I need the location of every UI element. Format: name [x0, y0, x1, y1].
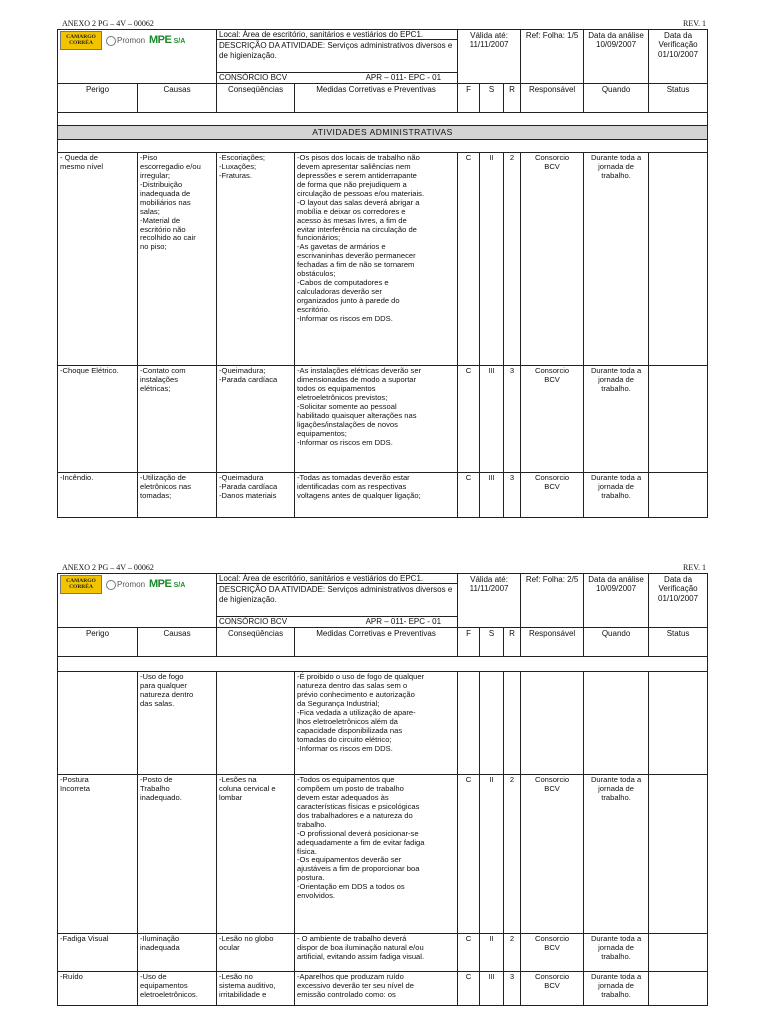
cell-s: II	[480, 774, 504, 933]
cell-responsavel: Consorcio BCV	[521, 152, 584, 365]
cell-r: 3	[504, 365, 521, 472]
cell-causas: -Uso de equipamentos eletroeletrônicos.	[138, 971, 217, 1005]
col-medidas: Medidas Corretivas e Preventivas	[295, 83, 458, 112]
cell-status	[649, 671, 708, 774]
cell-s: II	[480, 152, 504, 365]
cell-r: 2	[504, 152, 521, 365]
cell-f: C	[458, 933, 480, 971]
spacer-row	[58, 656, 708, 671]
camargo-correa-logo: CAMARGO CORRÊA	[60, 31, 102, 50]
col-s: S	[480, 627, 504, 656]
promon-mark-icon	[106, 580, 116, 590]
cell-status	[649, 774, 708, 933]
analysis-date-field: Data da análise 10/09/2007	[584, 30, 649, 84]
cell-medidas: -Aparelhos que produzam ruído excessivo deverão ter seu nível de emissão controlado como: os	[295, 971, 458, 1005]
analysis-date-field: Data da análise 10/09/2007	[584, 574, 649, 628]
cell-causas: -Contato com instalações elétricas;	[138, 365, 217, 472]
cell-status	[649, 365, 708, 472]
col-responsavel: Responsável	[521, 83, 584, 112]
cell-perigo: -Choque Elétrico.	[58, 365, 138, 472]
cell-consequencias: -Lesões na coluna cervical e lombar	[217, 774, 295, 933]
cell-perigo: -Fadiga Visual	[58, 933, 138, 971]
cell-status	[649, 933, 708, 971]
cell-consequencias: -Lesão no sistema auditivo, irritabilidade e	[217, 971, 295, 1005]
cell-consequencias	[217, 671, 295, 774]
mpe-logo: MPE S/A	[149, 578, 186, 591]
column-header-row	[58, 627, 708, 656]
verification-date-field: Data da Verificação 01/10/2007	[649, 574, 708, 628]
cell-causas: -Utilização de eletrônicos nas tomadas;	[138, 472, 217, 517]
cell-r: 2	[504, 933, 521, 971]
valid-until-field: Válida até: 11/11/2007	[458, 30, 521, 84]
cell-medidas: -Os pisos dos locais de trabalho não devem apresentar saliências nem depressões e serem antiderrapante de forma que não prejudiquem a circulação de pessoas e/ou materiais. -O layout das salas deverá abrigar a mobília e deixar os corredores e acesso às mesas livres, a fim de evitar interferência na circulação de funcionários; -As gavetas de armários e escrivaninhas deverão permanecer fechadas a fim de não se tornarem obstáculos; -Cabos de computadores e calculadoras deverão ser organizados junto à parede do escritório. -Informar os riscos em DDS.	[295, 152, 458, 365]
camargo-correa-logo: CAMARGO CORRÊA	[60, 575, 102, 594]
col-r: R	[504, 627, 521, 656]
mpe-logo: MPE S/A	[149, 34, 186, 47]
table-row	[58, 365, 708, 472]
col-causas: Causas	[138, 83, 217, 112]
cell-perigo	[58, 671, 138, 774]
cell-f: C	[458, 152, 480, 365]
cell-responsavel	[521, 671, 584, 774]
cell-r: 2	[504, 774, 521, 933]
col-quando: Quando	[584, 627, 649, 656]
promon-logo: Promon	[106, 580, 145, 590]
table-row	[58, 933, 708, 971]
annex-code: ANEXO 2 PG – 4V – 00062	[62, 563, 154, 572]
logo-cell	[58, 574, 217, 628]
cell-causas: -Piso escorregadio e/ou irregular; -Distribuição inadequada de mobiliários nas salas; -Material de escritório não recolhido ao cair no piso;	[138, 152, 217, 365]
cell-perigo: - Queda de mesmo nível	[58, 152, 138, 365]
cell-r	[504, 671, 521, 774]
activity-description-field: DESCRIÇÃO DA ATIVIDADE: Serviços administrativos diversos e de higienização.	[217, 584, 458, 617]
col-consequencias: Conseqüências	[217, 627, 295, 656]
cell-f: C	[458, 774, 480, 933]
cell-s: III	[480, 472, 504, 517]
verification-date-field: Data da Verificação 01/10/2007	[649, 30, 708, 84]
table-row	[58, 971, 708, 1005]
col-f: F	[458, 83, 480, 112]
col-status: Status	[649, 627, 708, 656]
table-row	[58, 152, 708, 365]
revision-label: REV. 1	[683, 19, 706, 28]
revision-label: REV. 1	[683, 563, 706, 572]
valid-until-field: Válida até: 11/11/2007	[458, 574, 521, 628]
cell-quando	[584, 671, 649, 774]
cell-responsavel: Consorcio BCV	[521, 774, 584, 933]
section-row	[58, 125, 708, 139]
cell-s: III	[480, 971, 504, 1005]
col-consequencias: Conseqüências	[217, 83, 295, 112]
cell-f: C	[458, 971, 480, 1005]
cell-consequencias: -Lesão no globo ocular	[217, 933, 295, 971]
cell-quando: Durante toda a jornada de trabalho.	[584, 933, 649, 971]
sheet-ref-field: Ref: Folha: 1/5	[521, 30, 584, 84]
cell-status	[649, 971, 708, 1005]
apr-code: APR – 011- EPC - 01	[365, 73, 442, 83]
cell-responsavel: Consorcio BCV	[521, 971, 584, 1005]
cell-f: C	[458, 472, 480, 517]
cell-causas: -Uso de fogo para qualquer natureza dentro das salas.	[138, 671, 217, 774]
promon-logo: Promon	[106, 36, 145, 46]
cell-status	[649, 152, 708, 365]
table-row	[58, 774, 708, 933]
cell-responsavel: Consorcio BCV	[521, 365, 584, 472]
cell-quando: Durante toda a jornada de trabalho.	[584, 774, 649, 933]
consortium-field	[217, 73, 458, 83]
cell-quando: Durante toda a jornada de trabalho.	[584, 971, 649, 1005]
cell-medidas: -É proibido o uso de fogo de qualquer natureza dentro das salas sem o prévio conhecimento e autorização da Segurança Industrial; -Fica vedada a utilização de apare- lhos eletroeletrônicos além da capacidade disponibilizada nas tomadas do circuito elétrico; -Informar os riscos em DDS.	[295, 671, 458, 774]
company-logos	[60, 31, 214, 50]
cell-causas: -Iluminação inadequada	[138, 933, 217, 971]
risk-analysis-table-page-2	[57, 573, 708, 1006]
risk-analysis-table-page-1	[57, 29, 708, 518]
cell-perigo: -Ruído	[58, 971, 138, 1005]
cell-responsavel: Consorcio BCV	[521, 933, 584, 971]
cell-medidas: - O ambiente de trabalho deverá dispor de boa iluminação natural e/ou artificial, evitando assim fadiga visual.	[295, 933, 458, 971]
col-perigo: Perigo	[58, 627, 138, 656]
cell-consequencias: -Queimadura -Parada cardíaca -Danos materiais	[217, 472, 295, 517]
table-row	[58, 472, 708, 517]
cell-f: C	[458, 365, 480, 472]
col-responsavel: Responsável	[521, 627, 584, 656]
sheet-ref-field: Ref: Folha: 2/5	[521, 574, 584, 628]
cell-r: 3	[504, 472, 521, 517]
col-r: R	[504, 83, 521, 112]
consortium-field	[217, 617, 458, 627]
cell-responsavel: Consorcio BCV	[521, 472, 584, 517]
col-s: S	[480, 83, 504, 112]
column-header-row	[58, 83, 708, 112]
location-field: Local: Área de escritório, sanitários e vestiários do EPC1.	[217, 574, 458, 584]
cell-perigo: -Incêndio.	[58, 472, 138, 517]
consortium-name: CONSÓRCIO BCV	[219, 73, 288, 83]
spacer-row	[58, 139, 708, 152]
section-title: ATIVIDADES ADMINISTRATIVAS	[58, 125, 708, 139]
col-f: F	[458, 627, 480, 656]
cell-s	[480, 671, 504, 774]
cell-medidas: -As instalações elétricas deverão ser dimensionadas de modo a suportar todos os equipamentos eletroeletrônicos previstos; -Solicitar somente ao pessoal habilitado quaisquer alterações nas ligações/instalações de novos equipamentos; -Informar os riscos em DDS.	[295, 365, 458, 472]
cell-s: III	[480, 365, 504, 472]
cell-consequencias: -Escoriações; -Luxações; -Fraturas.	[217, 152, 295, 365]
cell-quando: Durante toda a jornada de trabalho.	[584, 152, 649, 365]
col-status: Status	[649, 83, 708, 112]
cell-r: 3	[504, 971, 521, 1005]
apr-code: APR – 011- EPC - 01	[365, 617, 442, 627]
table-row	[58, 671, 708, 774]
cell-consequencias: -Queimadura; -Parada cardíaca	[217, 365, 295, 472]
cell-s: II	[480, 933, 504, 971]
cell-medidas: -Todos os equipamentos que compõem um posto de trabalho devem estar adequados às características físicas e psicológicas dos trabalhadores e a natureza do trabalho. -O profissional deverá posicionar-se adequadamente a fim de evitar fadiga física. -Os equipamentos deverão ser ajustáveis a fim de proporcionar boa postura. -Orientação em DDS a todos os envolvidos.	[295, 774, 458, 933]
col-medidas: Medidas Corretivas e Preventivas	[295, 627, 458, 656]
cell-perigo: -Postura Incorreta	[58, 774, 138, 933]
cell-quando: Durante toda a jornada de trabalho.	[584, 365, 649, 472]
cell-f	[458, 671, 480, 774]
annex-code: ANEXO 2 PG – 4V – 00062	[62, 19, 154, 28]
cell-status	[649, 472, 708, 517]
promon-mark-icon	[106, 36, 116, 46]
location-field: Local: Área de escritório, sanitários e vestiários do EPC1.	[217, 30, 458, 40]
logo-cell	[58, 30, 217, 84]
cell-causas: -Posto de Trabalho inadequado.	[138, 774, 217, 933]
activity-description-field: DESCRIÇÃO DA ATIVIDADE: Serviços administrativos diversos e de higienização.	[217, 40, 458, 73]
col-quando: Quando	[584, 83, 649, 112]
consortium-name: CONSÓRCIO BCV	[219, 617, 288, 627]
col-perigo: Perigo	[58, 83, 138, 112]
col-causas: Causas	[138, 627, 217, 656]
cell-quando: Durante toda a jornada de trabalho.	[584, 472, 649, 517]
spacer-row	[58, 112, 708, 125]
company-logos	[60, 575, 214, 594]
cell-medidas: -Todas as tomadas deverão estar identificadas com as respectivas voltagens antes de qualquer ligação;	[295, 472, 458, 517]
